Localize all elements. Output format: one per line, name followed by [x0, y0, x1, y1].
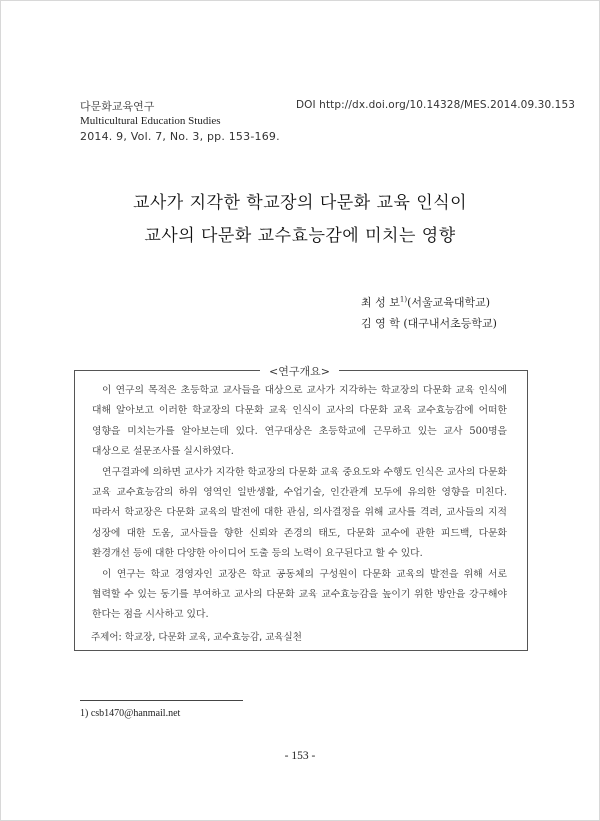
- page-number: - 153 -: [284, 750, 316, 762]
- keywords: 주제어: 학교장, 다문화 교육, 교수효능감, 교육실천: [91, 632, 302, 643]
- journal-issue: 2014. 9, Vol. 7, No. 3, pp. 153-169.: [80, 130, 280, 143]
- author-2: [361, 315, 497, 331]
- doi-link[interactable]: DOI http://dx.doi.org/10.14328/MES.2014.09.30.153: [296, 99, 576, 111]
- journal-name-korean: 다문화교육연구: [80, 100, 155, 113]
- author-name: 최 성 보: [361, 296, 400, 309]
- abstract-paragraph: 연구결과에 의하면 교사가 지각한 학교장의 다문화 교육 중요도와 수행도 인식은 교사의 다문화 교육 교수효능감의 하위 영역인 일반생활, 수업기술, 인간관계 모두에 유의한 영향을 미친다. 따라서 학교장은 다문화 교육의 발전에 대한 관심, 의사결정을 위해 교사를 격려, 교사들의 지적 성장에 대한 도움, 교사들을 향한 신뢰와 존경의 태도, 다문화 교수에 관한 피드백, 다문화 환경개선 등에 대한 다양한 아이디어 도출 등의 노력이 요구된다고 할 수 있다.: [92, 466, 507, 560]
- journal-header: [80, 99, 280, 144]
- author-1: [361, 294, 490, 310]
- author-affiliation: (대구내서초등학교): [403, 317, 497, 330]
- abstract-body: [92, 381, 507, 626]
- footnote-divider: [80, 700, 243, 701]
- author-affiliation: (서울교육대학교): [407, 296, 491, 309]
- footnote-marker[interactable]: 1): [399, 295, 408, 304]
- abstract-paragraph: 이 연구는 학교 경영자인 교장은 학교 공동체의 구성원이 다문화 교육의 발전을 위해 서로 협력할 수 있는 동기를 부여하고 교사의 다문화 교육 교수효능감을 높이기 위한 방안을 강구해야 한다는 점을 시사하고 있다.: [92, 568, 507, 621]
- paper-title-line-1: 교사가 지각한 학교장의 다문화 교육 인식이: [132, 193, 468, 213]
- abstract-label: <연구개요>: [260, 363, 339, 379]
- footnote-email: 1) csb1470@hanmail.net: [80, 708, 181, 719]
- paper-title-line-2: 교사의 다문화 교수효능감에 미치는 영향: [144, 226, 456, 246]
- abstract-paragraph: 이 연구의 목적은 초등학교 교사들을 대상으로 교사가 지각하는 학교장의 다문화 교육 인식에 대해 알아보고 이러한 학교장의 다문화 교육 인식이 교사의 다문화 교육 교수효능감에 어떠한 영향을 미치는가를 알아보는데 있다. 연구대상은 초등학교에 근무하고 있는 교사 500명을 대상으로 설문조사를 실시하였다.: [92, 385, 507, 458]
- journal-name-english: Multicultural Education Studies: [80, 115, 221, 127]
- author-name: 김 영 학: [361, 317, 400, 330]
